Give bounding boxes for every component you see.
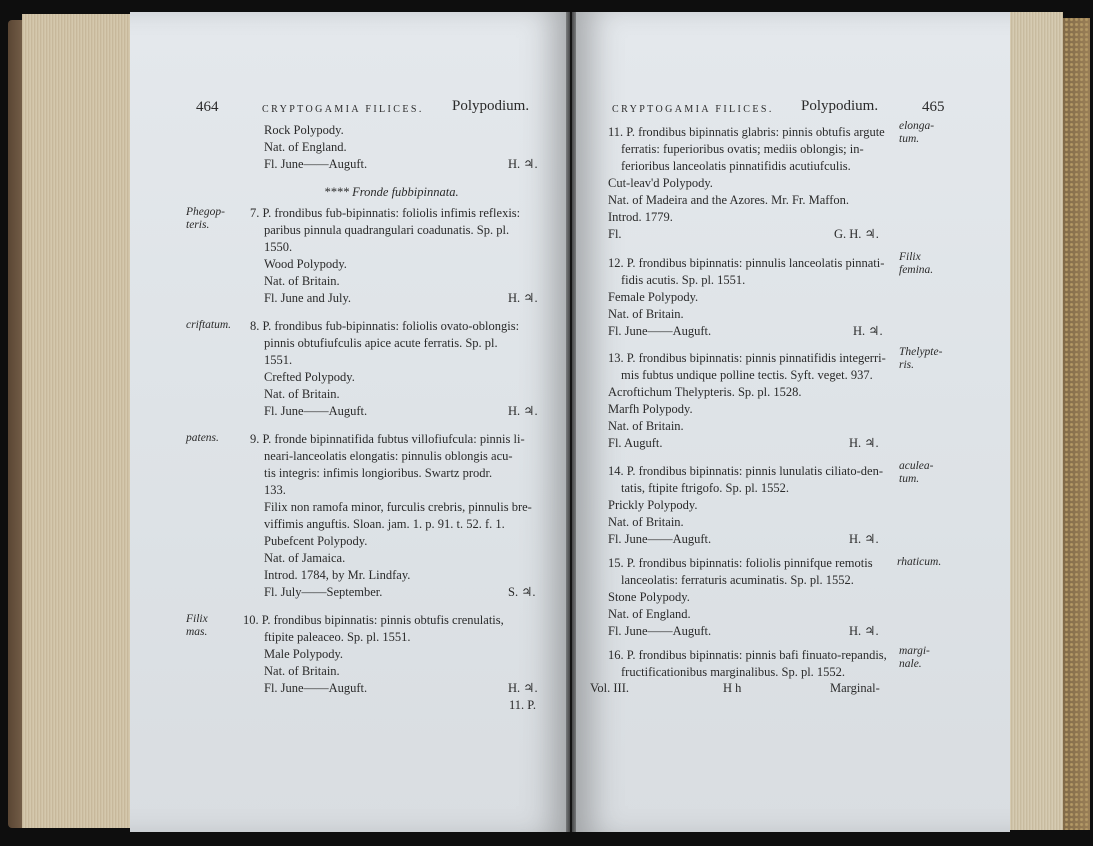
habit-label: H. ♃. <box>853 324 883 338</box>
species-line: tis integris: infimis longioribus. Swartz prodr. <box>264 466 493 480</box>
species-line: Introd. 1779. <box>608 210 673 224</box>
margin-name: patens. <box>186 432 219 444</box>
species-line: Nat. of Britain. <box>608 515 684 529</box>
species-line: ftipite paleaceo. Sp. pl. 1551. <box>264 630 411 644</box>
catchword: 11. P. <box>509 698 536 712</box>
habit-label: G. H. ♃. <box>834 227 879 241</box>
species-line: ferioribus lanceolatis pinnatifidis acutiufculis. <box>621 159 851 173</box>
species-line: Nat. of Britain. <box>264 664 340 678</box>
species-line: 12. P. frondibus bipinnatis: pinnulis lanceolatis pinnati- <box>608 256 885 270</box>
species-line: Crefted Polypody. <box>264 370 355 384</box>
species-line: Nat. of Britain. <box>608 307 684 321</box>
habit-label: H. ♃. <box>849 436 879 450</box>
species-line: Prickly Polypody. <box>608 498 698 512</box>
species-line: Fl. Auguft. <box>608 436 663 450</box>
species-line: Female Polypody. <box>608 290 699 304</box>
right-header-label: CRYPTOGAMIA FILICES. <box>612 104 774 115</box>
species-line: Male Polypody. <box>264 647 344 661</box>
species-line: Fl. June——Auguft. <box>608 532 712 546</box>
species-line: 7. P. frondibus fub-bipinnatis: foliolis infimis reflexis: <box>250 206 521 220</box>
left-header-label: CRYPTOGAMIA FILICES. <box>262 104 424 115</box>
species-line: 13. P. frondibus bipinnatis: pinnis pinnatifidis integerri- <box>608 351 886 365</box>
species-line: Fl. June——Auguft. <box>608 624 712 638</box>
species-line: viffimis anguftis. Sloan. jam. 1. p. 91. t. 52. f. 1. <box>264 517 505 531</box>
section-heading: **** Fronde fubbipinnata. <box>324 185 459 199</box>
species-line: fidis acutis. Sp. pl. 1551. <box>621 273 746 287</box>
book-gutter <box>566 12 576 832</box>
species-line: fructificationibus marginalibus. Sp. pl. 1552. <box>621 665 846 679</box>
habit-label: H. ♃. <box>849 624 879 638</box>
margin-name: Thelypte-ris. <box>899 346 943 371</box>
species-line: 1551. <box>264 353 293 367</box>
species-line: Wood Polypody. <box>264 257 347 271</box>
left-page-number: 464 <box>196 99 219 115</box>
species-line: tatis, ftipite ftrigofo. Sp. pl. 1552. <box>621 481 790 495</box>
species-line: Fl. June——Auguft. <box>264 404 368 418</box>
top-line: Rock Polypody. <box>264 123 344 137</box>
species-line: Nat. of Madeira and the Azores. Mr. Fr. Maffon. <box>608 193 850 207</box>
left-page-edges <box>22 14 132 828</box>
catchword: Marginal- <box>830 681 880 695</box>
volume-label: Vol. III. <box>590 681 630 695</box>
species-line: Fl. June——Auguft. <box>264 681 368 695</box>
habit-label: H. ♃. <box>508 157 538 171</box>
species-line: pinnis obtufiufculis apice acute ferratis. Sp. pl. <box>264 336 498 350</box>
species-line: paribus pinnula quadrangulari coadunatis. Sp. pl. <box>264 223 510 237</box>
species-line: Cut-leav'd Polypody. <box>608 176 713 190</box>
species-line: Nat. of Jamaica. <box>264 551 346 565</box>
margin-name: Filix femina. <box>899 251 934 276</box>
margin-name: rhaticum. <box>897 556 942 568</box>
right-header-genus: Polypodium. <box>801 98 879 114</box>
species-line: neari-lanceolatis elongatis: pinnulis oblongis acu- <box>264 449 513 463</box>
species-line: Stone Polypody. <box>608 590 690 604</box>
species-line: Filix non ramofa minor, furculis crebris, pinnulis bre- <box>264 500 532 514</box>
species-line: ferratis: fuperioribus ovatis; mediis oblongis; in- <box>621 142 864 156</box>
habit-label: H. ♃. <box>508 291 538 305</box>
habit-label: H. ♃. <box>849 532 879 546</box>
species-line: Marfh Polypody. <box>608 402 693 416</box>
margin-name: margi-nale. <box>899 645 930 670</box>
species-line: Fl. <box>608 227 622 241</box>
habit-label: S. ♃. <box>508 585 536 599</box>
species-line: 15. P. frondibus bipinnatis: foliolis pinnifque remotis <box>608 556 873 570</box>
signature-mark: H h <box>723 681 742 695</box>
species-line: Pubefcent Polypody. <box>264 534 368 548</box>
species-line: 14. P. frondibus bipinnatis: pinnis lunulatis ciliato-den- <box>608 464 883 478</box>
right-page-edges <box>1005 12 1063 830</box>
right-page-number: 465 <box>922 99 945 115</box>
species-line: Acroftichum Thelypteris. Sp. pl. 1528. <box>608 385 802 399</box>
habit-label: H. ♃. <box>508 681 538 695</box>
species-line: Fl. June and July. <box>264 291 352 305</box>
species-line: 11. P. frondibus bipinnatis glabris: pinnis obtufis argute <box>608 125 885 139</box>
margin-name: criftatum. <box>186 319 232 331</box>
species-line: lanceolatis: ferraturis acuminatis. Sp. pl. 1552. <box>621 573 854 587</box>
top-line: Nat. of England. <box>264 140 347 154</box>
margin-name: Filix mas. <box>186 613 208 638</box>
top-line: Fl. June——Auguft. <box>264 157 368 171</box>
species-line: 133. <box>264 483 286 497</box>
species-line: Fl. July——September. <box>264 585 383 599</box>
margin-name: elonga-tum. <box>899 120 935 145</box>
margin-name: Phegop-teris. <box>186 206 225 231</box>
species-line: 10. P. frondibus bipinnatis: pinnis obtufis crenulatis, <box>243 613 504 627</box>
left-header-genus: Polypodium. <box>452 98 530 114</box>
species-line: Nat. of Britain. <box>608 419 684 433</box>
species-line: Fl. June——Auguft. <box>608 324 712 338</box>
left-page <box>130 12 570 832</box>
species-line: 16. P. frondibus bipinnatis: pinnis bafi finuato-repandis, <box>608 648 887 662</box>
species-line: mis fubtus undique polline tectis. Syft. veget. 937. <box>621 368 873 382</box>
species-line: Introd. 1784, by Mr. Lindfay. <box>264 568 411 582</box>
habit-label: H. ♃. <box>508 404 538 418</box>
species-line: 9. P. fronde bipinnatifida fubtus villofiufcula: pinnis li- <box>250 432 525 446</box>
species-line: Nat. of Britain. <box>264 274 340 288</box>
species-line: Nat. of Britain. <box>264 387 340 401</box>
margin-name: aculea-tum. <box>899 460 934 485</box>
species-line: 1550. <box>264 240 293 254</box>
species-line: 8. P. frondibus fub-bipinnatis: foliolis ovato-oblongis: <box>250 319 520 333</box>
species-line: Nat. of England. <box>608 607 691 621</box>
